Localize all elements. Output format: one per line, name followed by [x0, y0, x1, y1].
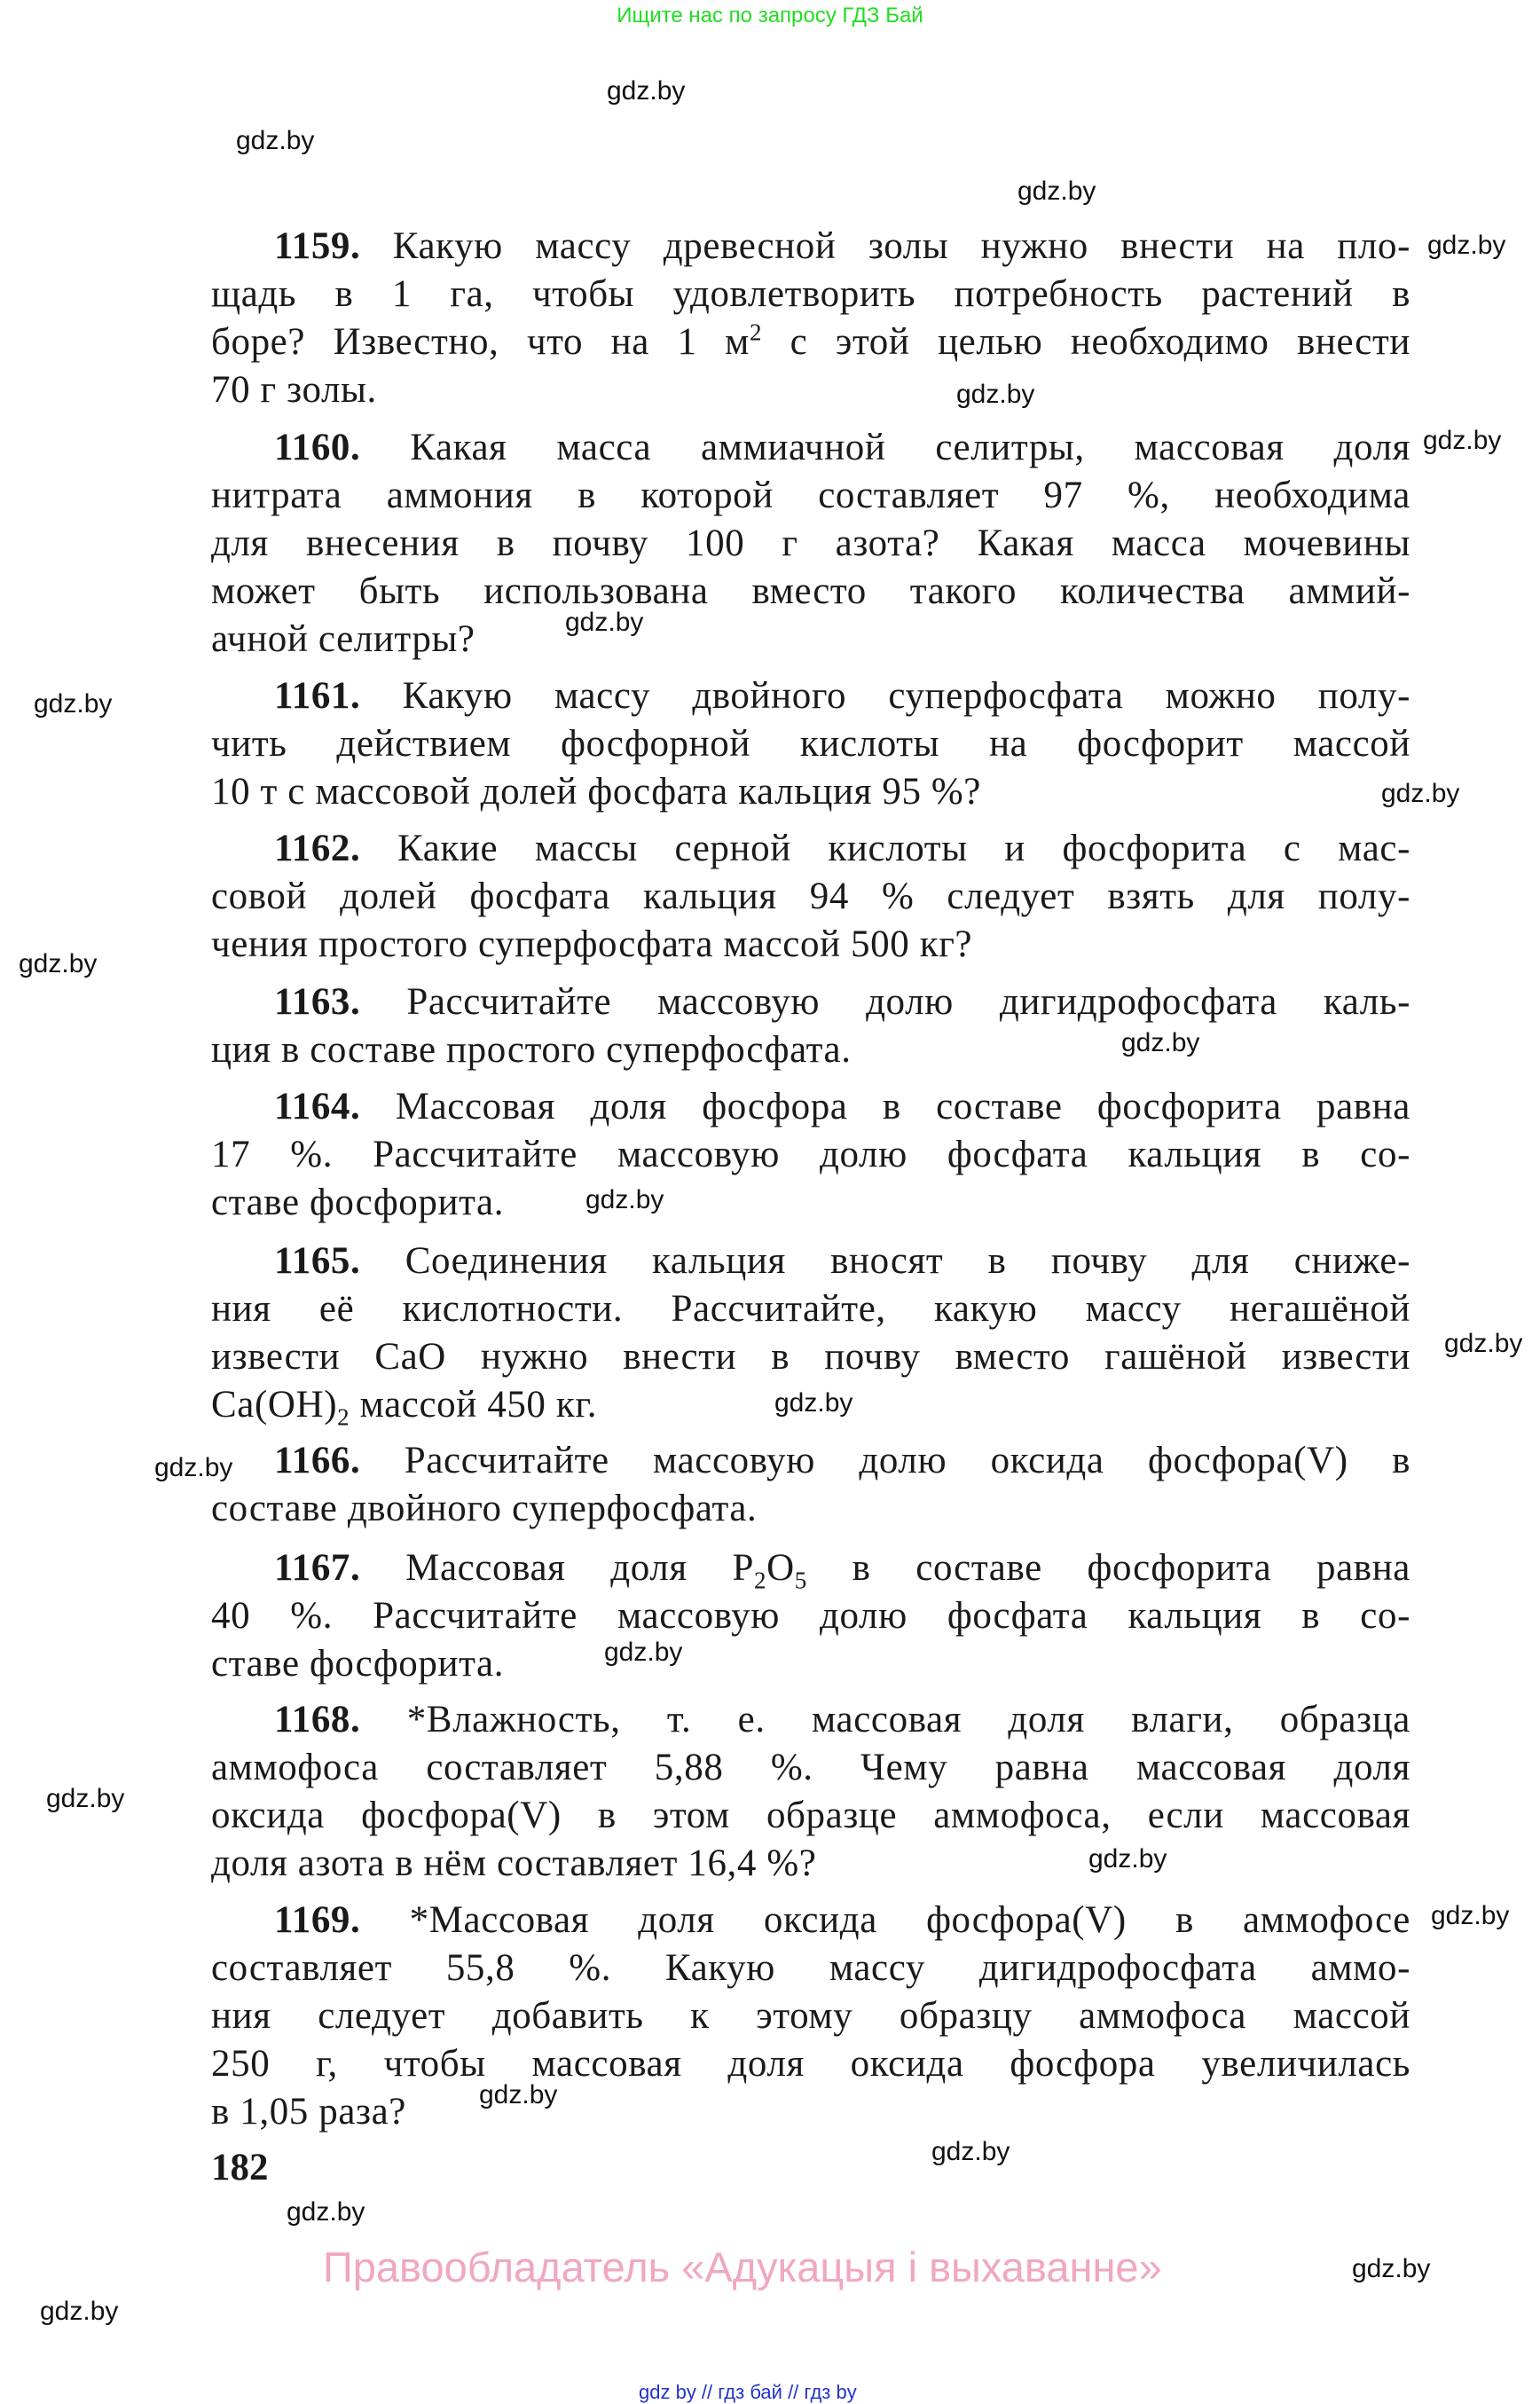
problem-line	[211, 318, 1410, 366]
problem-line	[211, 1026, 1410, 1074]
problem-text: ния следует добавить к этому образцу аммофоса массой	[211, 1995, 1410, 2037]
problem-text: *Массовая доля оксида фосфора(V) в аммофосе	[360, 1899, 1410, 1941]
watermark: gdz.by	[1431, 1901, 1510, 1930]
problem-line	[211, 978, 1410, 1026]
problem-text: совой долей фосфата кальция 94 % следует взять для полу-	[211, 876, 1410, 917]
problem-text: 10 т с массовой долей фосфата кальция 95 %?	[211, 771, 981, 813]
problem-line	[211, 1944, 1410, 1992]
problem-line	[211, 921, 1410, 969]
problem-text: боре? Известно, что на 1 м	[211, 321, 750, 363]
problem-text: 17 %. Рассчитайте массовую долю фосфата кальция в со-	[211, 1134, 1410, 1175]
watermark: gdz.by	[956, 380, 1035, 409]
problem-text: доля азота в нём составляет 16,4 %?	[211, 1842, 817, 1884]
problem-text: в 1,05 раза?	[211, 2091, 406, 2133]
problem-text: Какие массы серной кислоты и фосфорита с мас-	[360, 828, 1410, 869]
problem-text: составляет 55,8 %. Какую массу дигидрофосфата аммо-	[211, 1947, 1410, 1989]
watermark: gdz.by	[40, 2297, 119, 2326]
watermark: gdz.by	[604, 1638, 683, 1667]
problem-line	[211, 223, 1410, 271]
problem-text: Какую массу древесной золы нужно внести на пло-	[360, 225, 1410, 267]
problem-line	[211, 1744, 1410, 1792]
problem-text: Какая масса аммиачной селитры, массовая доля	[360, 427, 1410, 468]
problem-text: Рассчитайте массовую долю оксида фосфора(V) в	[360, 1440, 1410, 1481]
problem-text: оксида фосфора(V) в этом образце аммофоса, если массовая	[211, 1795, 1410, 1836]
watermark: gdz.by	[585, 1185, 664, 1214]
problem-line	[211, 1131, 1410, 1179]
watermark: gdz.by	[774, 1388, 853, 1418]
search-banner[interactable]: Ищите нас по запросу ГДЗ Бай	[617, 4, 923, 27]
footer-links[interactable]: gdz by // гдз бай // гдз by	[639, 2381, 857, 2403]
problem-line	[211, 1640, 1410, 1688]
watermark: gdz.by	[1444, 1329, 1523, 1358]
problem-line	[211, 472, 1410, 520]
text-sub: 2	[337, 1403, 350, 1431]
watermark: gdz.by	[479, 2080, 558, 2109]
watermark: gdz.by	[607, 76, 686, 106]
text-sup: 2	[750, 318, 763, 346]
problem-line	[211, 672, 1410, 720]
problem-line	[211, 1179, 1410, 1227]
problem-text: ставе фосфорита.	[211, 1643, 505, 1685]
watermark: gdz.by	[1423, 426, 1502, 455]
problem-number: 1160.	[274, 427, 361, 468]
problem-text: 40 %. Рассчитайте массовую долю фосфата кальция в со-	[211, 1595, 1410, 1637]
problem-text: массой 450 кг.	[350, 1384, 598, 1426]
problem-1169	[211, 1897, 1410, 2136]
problem-1168	[211, 1696, 1410, 1888]
text-sub: 2	[754, 1567, 767, 1594]
problem-line	[211, 1840, 1410, 1888]
problem-1164	[211, 1083, 1410, 1227]
problem-text: чения простого суперфосфата массой 500 кг?	[211, 923, 973, 965]
problem-text: ачной селитры?	[211, 618, 475, 660]
problem-text: Массовая доля фосфора в составе фосфорита равна	[360, 1086, 1410, 1127]
problem-text: с этой целью необходимо внести	[762, 321, 1410, 363]
problem-1160	[211, 424, 1410, 664]
problem-line	[211, 366, 1410, 414]
problem-line	[211, 768, 1410, 816]
watermark: gdz.by	[1121, 1028, 1200, 1057]
problem-line	[211, 1285, 1410, 1333]
problem-line	[211, 1897, 1410, 1944]
watermark: gdz.by	[1352, 2254, 1431, 2283]
watermark: gdz.by	[19, 949, 98, 978]
watermark: gdz.by	[34, 689, 113, 719]
problem-text: чить действием фосфорной кислоты на фосфорит массой	[211, 723, 1410, 765]
problem-number: 1165.	[274, 1240, 361, 1282]
problem-number: 1169.	[274, 1899, 361, 1941]
problem-line	[211, 1792, 1410, 1840]
problem-text: щадь в 1 га, чтобы удовлетворить потребность растений в	[211, 273, 1410, 315]
problem-line	[211, 424, 1410, 472]
text-sub: 5	[794, 1567, 807, 1594]
problem-text: Рассчитайте массовую долю дигидрофосфата каль-	[360, 981, 1410, 1023]
watermark: gdz.by	[236, 126, 315, 155]
problem-line	[211, 1083, 1410, 1131]
problem-text: нитрата аммония в которой составляет 97 %, необходима	[211, 475, 1410, 516]
problem-text: Ca(OH)	[211, 1384, 338, 1426]
problem-text: 70 г золы.	[211, 369, 377, 411]
problem-text: Какую массу двойного суперфосфата можно полу-	[360, 675, 1410, 717]
watermark: gdz.by	[46, 1784, 125, 1813]
problem-text: Соединения кальция вносят в почву для сниже-	[360, 1240, 1410, 1282]
problem-line	[211, 1437, 1410, 1485]
problem-1163	[211, 978, 1410, 1074]
problem-line	[211, 616, 1410, 664]
problem-number: 1166.	[274, 1440, 361, 1481]
problem-1161	[211, 672, 1410, 816]
problem-line	[211, 2040, 1410, 2088]
problem-text: может быть использована вместо такого количества аммий-	[211, 570, 1410, 612]
problem-line	[211, 1544, 1410, 1592]
problem-number: 1164.	[274, 1086, 361, 1127]
problem-text: 250 г, чтобы массовая доля оксида фосфора увеличилась	[211, 2043, 1410, 2085]
problem-number: 1163.	[274, 981, 361, 1023]
watermark: gdz.by	[1018, 177, 1096, 206]
problem-line	[211, 1992, 1410, 2040]
problem-line	[211, 568, 1410, 616]
problem-number: 1159.	[274, 225, 361, 267]
problem-number: 1168.	[274, 1699, 361, 1740]
problem-text: в составе фосфорита равна	[806, 1547, 1410, 1589]
watermark: gdz.by	[931, 2137, 1010, 2166]
problem-text: Массовая доля P	[360, 1547, 755, 1589]
watermark: gdz.by	[287, 2197, 365, 2227]
watermark: gdz.by	[1427, 231, 1506, 260]
problem-1167	[211, 1544, 1410, 1688]
problem-number: 1161.	[274, 675, 361, 717]
problem-line	[211, 1485, 1410, 1533]
problem-text: аммофоса составляет 5,88 %. Чему равна массовая доля	[211, 1747, 1410, 1788]
copyright-notice: Правообладатель «Адукацыя і выхаванне»	[323, 2243, 1162, 2290]
problem-line	[211, 520, 1410, 568]
problem-text: ставе фосфорита.	[211, 1182, 505, 1223]
problem-line	[211, 2088, 1410, 2136]
watermark: gdz.by	[1381, 779, 1460, 808]
problem-1166	[211, 1437, 1410, 1533]
problem-1159	[211, 223, 1410, 414]
problem-1162	[211, 825, 1410, 969]
problem-number: 1167.	[274, 1547, 361, 1589]
problem-text: ция в составе простого суперфосфата.	[211, 1029, 852, 1071]
watermark: gdz.by	[154, 1453, 233, 1482]
problem-text: *Влажность, т. е. массовая доля влаги, образца	[360, 1699, 1410, 1740]
problem-line	[211, 1237, 1410, 1285]
problem-line	[211, 1696, 1410, 1744]
problem-line	[211, 1333, 1410, 1381]
problem-text: O	[766, 1547, 795, 1589]
problem-line	[211, 873, 1410, 921]
problem-text: для внесения в почву 100 г азота? Какая масса мочевины	[211, 522, 1410, 564]
page-number: 182	[211, 2147, 269, 2188]
watermark: gdz.by	[565, 608, 644, 637]
problem-text: ния её кислотности. Рассчитайте, какую массу негашёной	[211, 1288, 1410, 1330]
problem-line	[211, 720, 1410, 768]
problem-number: 1162.	[274, 828, 361, 869]
problem-line	[211, 271, 1410, 318]
problem-text: составе двойного суперфосфата.	[211, 1488, 758, 1529]
problem-line	[211, 825, 1410, 873]
problem-text: извести CaO нужно внести в почву вместо гашёной извести	[211, 1336, 1410, 1378]
watermark: gdz.by	[1088, 1844, 1167, 1874]
problem-line	[211, 1592, 1410, 1640]
